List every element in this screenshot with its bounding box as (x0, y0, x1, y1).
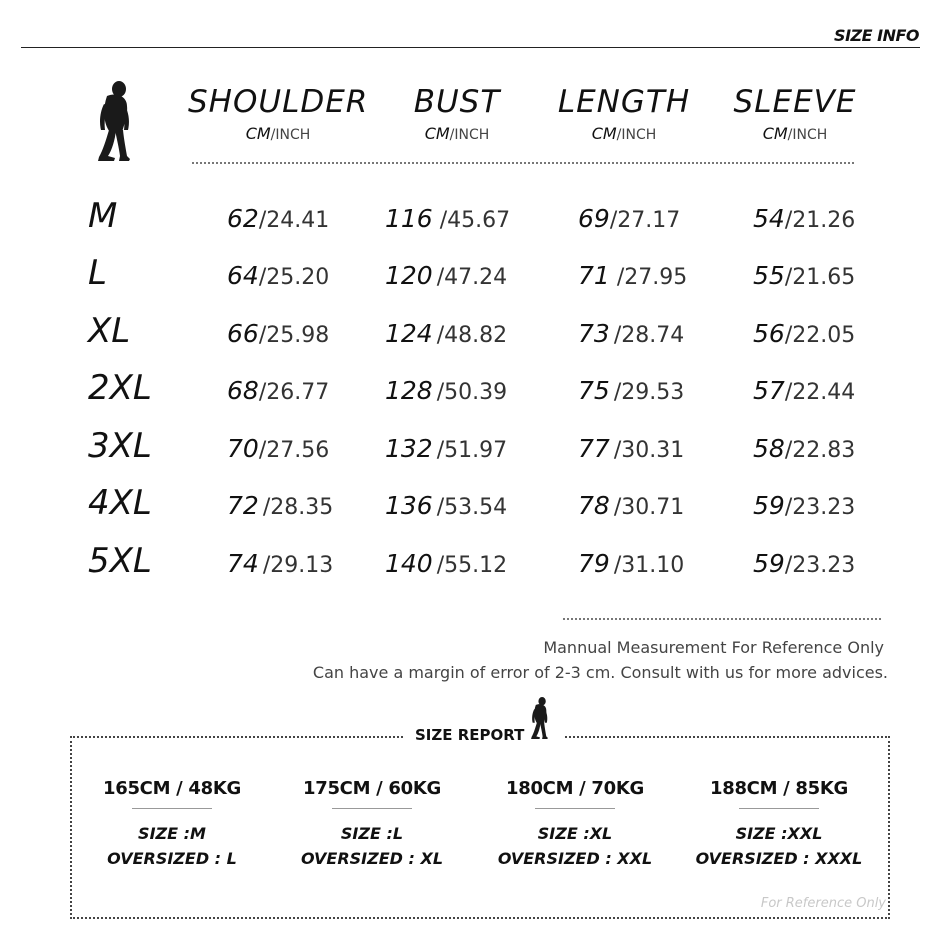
column-header-sleeve (730, 82, 860, 143)
shoulder-cell: 66/25.98 (227, 319, 330, 348)
recommended-size: SIZE :XL (537, 824, 613, 843)
walking-ape-icon (529, 694, 551, 742)
body-measurement: 175CM / 60KG (303, 778, 441, 799)
walking-ape-icon (94, 80, 136, 162)
sleeve-cell: 59/23.23 (753, 549, 856, 578)
body-measurement: 188CM / 85KG (710, 778, 848, 799)
column-name: LENGTH (557, 84, 691, 120)
column-name: BUST (413, 84, 501, 120)
notes-dotted-divider (563, 618, 881, 620)
oversized-size: OVERSIZED : XXL (497, 849, 653, 868)
size-label: 2XL (88, 368, 152, 408)
table-row (0, 308, 950, 360)
item-divider (332, 808, 412, 809)
size-report-item (480, 778, 670, 871)
table-row (0, 193, 950, 245)
sleeve-cell: 54/21.26 (753, 204, 856, 233)
table-row (0, 423, 950, 475)
column-header-bust (397, 82, 517, 143)
bust-cell: 120 /47.24 (385, 261, 508, 290)
item-divider (132, 808, 212, 809)
size-report-title: SIZE REPORT (415, 726, 525, 744)
sleeve-cell: 56/22.05 (753, 319, 856, 348)
recommended-size: SIZE :L (340, 824, 404, 843)
size-label: 5XL (88, 541, 152, 581)
shoulder-cell: 62/24.41 (227, 204, 330, 233)
item-divider (535, 808, 615, 809)
length-cell: 71 /27.95 (578, 261, 688, 290)
table-row (0, 365, 950, 417)
table-row (0, 250, 950, 302)
sleeve-cell: 55/21.65 (753, 261, 856, 290)
size-label: M (88, 196, 118, 236)
shoulder-cell: 68/26.77 (227, 376, 330, 405)
column-name: SLEEVE (733, 84, 857, 120)
bust-cell: 136 /53.54 (385, 491, 508, 520)
shoulder-cell: 70/27.56 (227, 434, 330, 463)
body-measurement: 165CM / 48KG (103, 778, 241, 799)
size-report-item (277, 778, 467, 871)
column-unit: CM/INCH (245, 124, 311, 143)
oversized-size: OVERSIZED : XL (300, 849, 444, 868)
bust-cell: 128 /50.39 (385, 376, 508, 405)
header-dotted-divider (192, 162, 854, 164)
recommended-size: SIZE :M (138, 824, 206, 843)
column-unit: CM/INCH (424, 124, 490, 143)
column-unit: CM/INCH (762, 124, 828, 143)
shoulder-cell: 72 /28.35 (227, 491, 334, 520)
bust-cell: 140 /55.12 (385, 549, 508, 578)
size-info-title: SIZE INFO (834, 26, 919, 45)
column-unit: CM/INCH (591, 124, 657, 143)
item-divider (739, 808, 819, 809)
measurement-note: Mannual Measurement For Reference Only (543, 638, 884, 657)
length-cell: 69/27.17 (578, 204, 681, 233)
shoulder-cell: 64/25.20 (227, 261, 330, 290)
oversized-size: OVERSIZED : XXXL (695, 849, 863, 868)
length-cell: 75 /29.53 (578, 376, 685, 405)
sleeve-cell: 58/22.83 (753, 434, 856, 463)
size-label: 4XL (88, 483, 152, 523)
recommended-size: SIZE :XXL (735, 824, 823, 843)
sleeve-cell: 57/22.44 (753, 376, 856, 405)
size-label: L (88, 253, 107, 293)
size-report-item (684, 778, 874, 871)
bust-cell: 124 /48.82 (385, 319, 508, 348)
length-cell: 79 /31.10 (578, 549, 685, 578)
error-margin-note: Can have a margin of error of 2-3 cm. Consult with us for more advices. (312, 663, 888, 682)
table-row (0, 538, 950, 590)
reference-only-note: For Reference Only (760, 896, 886, 911)
length-cell: 77 /30.31 (578, 434, 685, 463)
body-measurement: 180CM / 70KG (506, 778, 644, 799)
column-header-shoulder (188, 82, 368, 143)
bust-cell: 132 /51.97 (385, 434, 508, 463)
size-report-item (77, 778, 267, 871)
length-cell: 78 /30.71 (578, 491, 685, 520)
table-row (0, 480, 950, 532)
column-header-length (553, 82, 695, 143)
column-name: SHOULDER (188, 84, 369, 120)
oversized-size: OVERSIZED : L (107, 849, 237, 868)
sleeve-cell: 59/23.23 (753, 491, 856, 520)
shoulder-cell: 74 /29.13 (227, 549, 334, 578)
length-cell: 73 /28.74 (578, 319, 685, 348)
bust-cell: 116 /45.67 (385, 204, 511, 233)
size-label: XL (88, 311, 131, 351)
header-divider (21, 47, 920, 48)
size-label: 3XL (88, 426, 152, 466)
